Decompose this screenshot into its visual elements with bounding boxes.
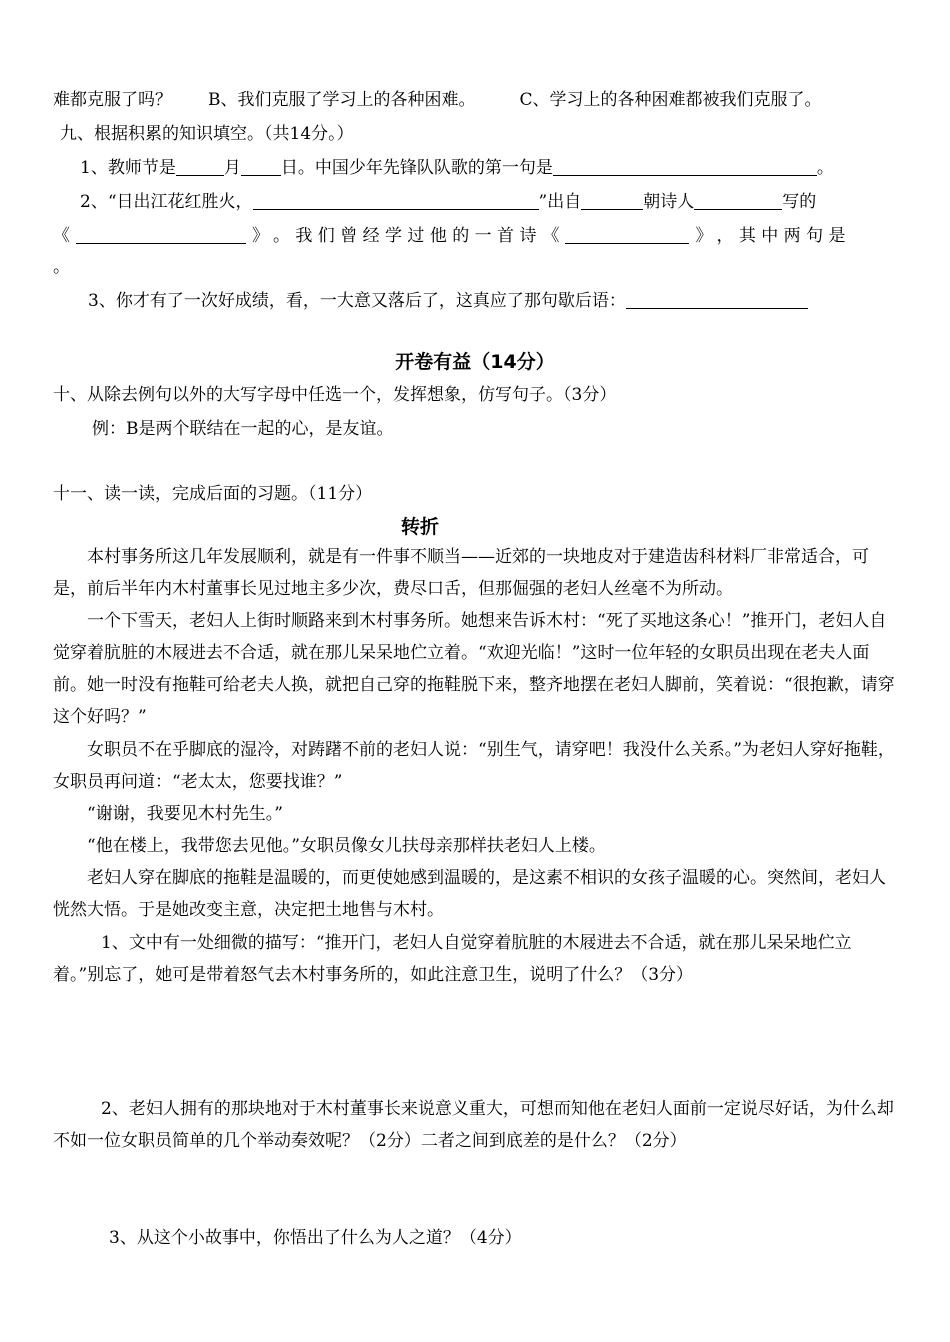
- blank-poem-line[interactable]: [253, 192, 539, 210]
- q9-item1: [80, 157, 834, 179]
- q11-title: 十一、读一读，完成后面的习题。（11分）: [53, 484, 373, 504]
- q9-item3: [88, 290, 808, 312]
- q9-item2-prefix: 2、“日出江花红胜火，: [80, 192, 253, 212]
- blank-day[interactable]: [241, 158, 281, 176]
- story-paragraph: “谢谢，我要见木村先生。”: [87, 804, 283, 824]
- q9-item2-tail: ， 其 中 两 句 是: [716, 226, 846, 246]
- q9-item2-line2: [53, 225, 845, 247]
- question-2: 2、老妇人拥有的那块地对于木村董事长来说意义重大，可想而知他在老妇人面前一定说尽好话，为什么却不如一位女职员简单的几个举动奏效呢？（2分）二者之间到底差的是什么？（2分）: [53, 1099, 894, 1151]
- q9-item2-quote-end: ”出自: [538, 192, 582, 212]
- q9-item2-open1: 《: [53, 226, 70, 246]
- q9-item1-end: 。: [816, 158, 834, 178]
- q9-item2-line1: [80, 191, 816, 213]
- q9-item2-mid: 。 我 们 曾 经 学 过 他 的 一 首 诗: [273, 226, 537, 246]
- q9-item2-close1: 》: [252, 226, 269, 246]
- blank-poem-title[interactable]: [76, 226, 246, 244]
- q9-item2-wrote: 写的: [782, 192, 817, 212]
- q9-title: 九、根据积累的知识填空。（共14分。）: [60, 124, 354, 144]
- q9-item2-dynasty: 朝诗人: [643, 192, 695, 212]
- story-paragraph: 老妇人穿在脚底的拖鞋是温暖的，而更使她感到温暖的，是这素不相识的女孩子温暖的心。突然间，老妇人恍然大悟。于是她改变主意，决定把土地售与木村。: [53, 868, 886, 920]
- q8-part-a: 难都克服了吗？: [53, 90, 172, 110]
- story-paragraph: “他在楼上，我带您去见他。”女职员像女儿扶母亲那样扶老妇人上楼。: [87, 836, 606, 856]
- blank-poet[interactable]: [694, 192, 782, 210]
- blank-month[interactable]: [176, 158, 224, 176]
- story-paragraph: 女职员不在乎脚底的湿冷，对踌躇不前的老妇人说：“别生气，请穿吧！我没什么关系。”为老妇人穿好拖鞋，女职员再问道：“老太太，您要找谁？”: [53, 740, 895, 792]
- section-title: 开卷有益（14分）: [395, 351, 555, 373]
- question-3: 3、从这个小故事中，你悟出了什么为人之道？（4分）: [109, 1228, 522, 1248]
- q8-option-c: C、学习上的各种困难都被我们克服了。: [519, 90, 822, 110]
- blank-anthem-line[interactable]: [553, 158, 817, 176]
- q9-item1-month: 月: [223, 158, 241, 178]
- q8-option-b: B、我们克服了学习上的各种困难。: [208, 90, 476, 110]
- q8-options-line: [53, 89, 822, 111]
- blank-dynasty[interactable]: [581, 192, 643, 210]
- story-paragraph: 本村事务所这几年发展顺利，就是有一件事不顺当——近郊的一块地皮对于建造齿科材料厂非常适合，可是，前后半年内木村董事长见过地主多少次，费尽口舌，但那倔强的老妇人丝毫不为所动。: [53, 547, 869, 599]
- q9-item1-day: 日。中国少年先锋队队歌的第一句是: [280, 158, 553, 178]
- q9-item2-open2: 《: [542, 226, 560, 246]
- q10-title: 十、从除去例句以外的大写字母中任选一个，发挥想象，仿写句子。（3分）: [53, 385, 617, 405]
- blank-other-poem[interactable]: [565, 226, 689, 244]
- blank-xiehouyu[interactable]: [626, 291, 808, 309]
- q10-example: 例：B是两个联结在一起的心，是友谊。: [92, 419, 394, 439]
- story-paragraph: 一个下雪天，老妇人上街时顺路来到木村事务所。她想来告诉木村：“死了买地这条心！”推开门，老妇人自觉穿着肮脏的木屐进去不合适，就在那儿呆呆地伫立着。“欢迎光临！”这时一位年轻的女职员出现在老夫人面前。她一时没有拖鞋可给老夫人换，就把自己穿的拖鞋脱下来，整齐地摆在老妇人脚前，笑着说：“很抱歉，请穿这个好吗？”: [53, 611, 895, 727]
- q9-item2-close2: 》: [695, 226, 713, 246]
- q9-item3-text: 3、你才有了一次好成绩，看，一大意又落后了，这真应了那句歇后语：: [88, 291, 626, 311]
- story-title: 转折: [400, 516, 439, 538]
- q9-item2-end: 。: [53, 257, 70, 277]
- question-1: 1、文中有一处细微的描写：“推开门，老妇人自觉穿着肮脏的木屐进去不合适，就在那儿呆呆地伫立着。”别忘了，她可是带着怒气去木村事务所的，如此注意卫生，说明了什么？（3分）: [53, 933, 852, 985]
- q9-item1-prefix: 1、教师节是: [80, 158, 176, 178]
